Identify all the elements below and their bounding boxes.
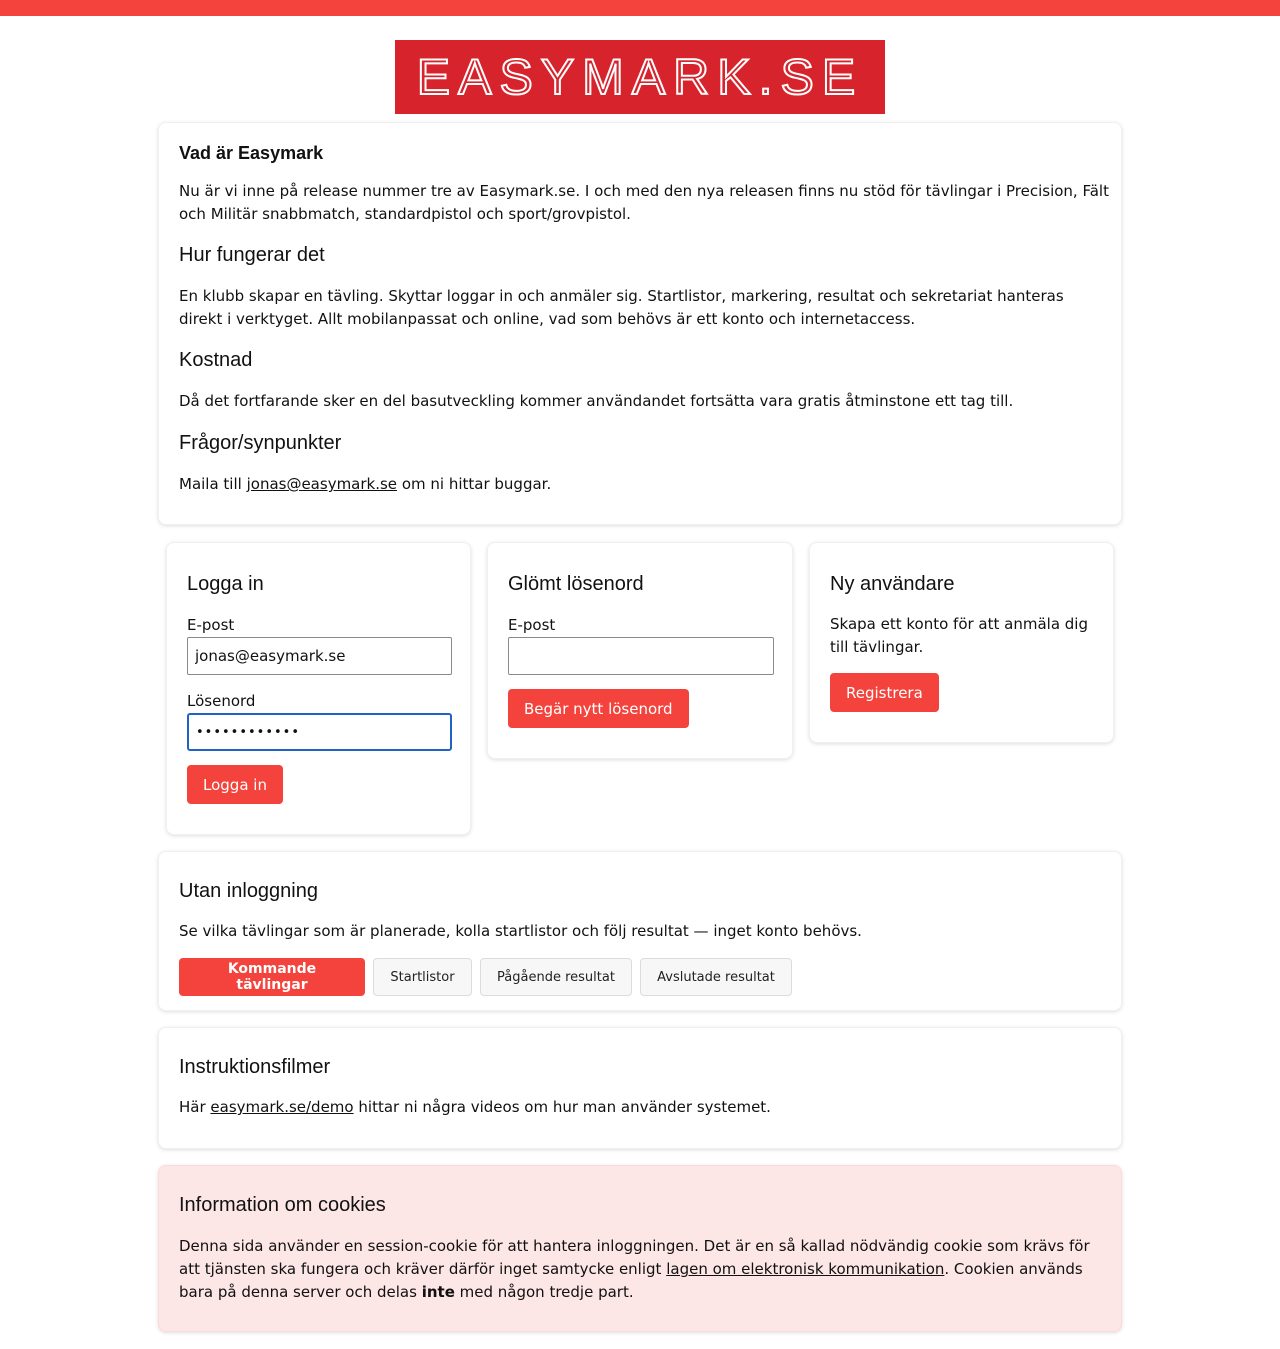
register-button[interactable]: Registrera [830, 673, 939, 712]
cookies-strong: inte [421, 1283, 455, 1301]
register-text: Skapa ett konto för att anmäla dig till tävlingar. [830, 615, 1088, 656]
about-heading: Vad är Easymark [179, 143, 324, 163]
upcoming-competitions-button[interactable]: Kommande tävlingar [179, 958, 365, 996]
ongoing-results-button[interactable]: Pågående resultat [480, 958, 632, 996]
videos-pre: Här [179, 1098, 206, 1116]
register-card [809, 542, 1114, 743]
startlists-button[interactable]: Startlistor [373, 958, 472, 996]
forgot-email-label: E-post [508, 616, 556, 634]
login-email-input[interactable] [187, 637, 452, 675]
login-password-label: Lösenord [187, 692, 256, 710]
guest-access-card [158, 851, 1122, 1011]
cookies-heading: Information om cookies [179, 1194, 386, 1216]
guest-text: Se vilka tävlingar som är planerade, kolla startlistor och följ resultat — inget konto behövs. [179, 922, 862, 940]
about-intro: Nu är vi inne på release nummer tre av Easymark.se. I och med den nya releasen finns nu stöd för tävlingar i Precision, Fält och Militär snabbmatch, standardpistol och sport/grovpistol. [179, 182, 1109, 223]
login-button[interactable]: Logga in [187, 765, 283, 804]
videos-heading: Instruktionsfilmer [179, 1056, 331, 1078]
cookie-info-card [158, 1165, 1122, 1332]
questions-pre: Maila till [179, 475, 242, 493]
finished-results-button[interactable]: Avslutade resultat [640, 958, 792, 996]
instruction-videos-card [158, 1027, 1122, 1149]
site-logo[interactable] [395, 40, 885, 114]
demo-link[interactable]: easymark.se/demo [210, 1098, 354, 1116]
cookies-text-1: Denna sida använder en session-cookie för att hantera inloggningen. Det är en så kallad nödvändig cookie som krävs för att tjänsten ska fungera och kräver därför inget samtycke enligt [179, 1237, 1090, 1278]
law-link[interactable]: lagen om elektronisk kommunikation [666, 1260, 945, 1278]
login-password-input[interactable] [187, 713, 452, 751]
login-email-label: E-post [187, 616, 235, 634]
login-card [166, 542, 471, 835]
contact-email-link[interactable]: jonas@easymark.se [246, 475, 398, 493]
cookies-text-2: . Cookien används bara på denna server och delas [179, 1260, 1083, 1301]
request-password-button[interactable]: Begär nytt lösenord [508, 689, 689, 728]
register-heading: Ny användare [830, 573, 955, 595]
forgot-password-card [487, 542, 793, 759]
cookies-text [179, 1235, 1109, 1304]
questions-heading: Frågor/synpunkter [179, 432, 342, 454]
how-heading: Hur fungerar det [179, 244, 325, 266]
videos-post: hittar ni några videos om hur man använder systemet. [358, 1098, 771, 1116]
cost-text: Då det fortfarande sker en del basutveckling kommer användandet fortsätta vara gratis åtminstone ett tag till. [179, 392, 1014, 410]
questions-text [179, 473, 1109, 496]
how-text: En klubb skapar en tävling. Skyttar loggar in och anmäler sig. Startlistor, markering, resultat och sekretariat hanteras direkt i verktyget. Allt mobilanpassat och online, vad som behövs är ett konto och internetaccess. [179, 287, 1064, 328]
videos-text [179, 1096, 1109, 1119]
login-heading: Logga in [187, 573, 264, 595]
cookies-text-3: med någon tredje part. [459, 1283, 634, 1301]
guest-heading: Utan inloggning [179, 880, 318, 902]
forgot-heading: Glömt lösenord [508, 573, 644, 595]
top-accent-bar [0, 0, 1280, 16]
logo-text: EASYMARK.SE [416, 49, 864, 105]
questions-post: om ni hittar buggar. [401, 475, 552, 493]
about-card [158, 122, 1122, 525]
forgot-email-input[interactable] [508, 637, 774, 675]
cost-heading: Kostnad [179, 349, 253, 371]
